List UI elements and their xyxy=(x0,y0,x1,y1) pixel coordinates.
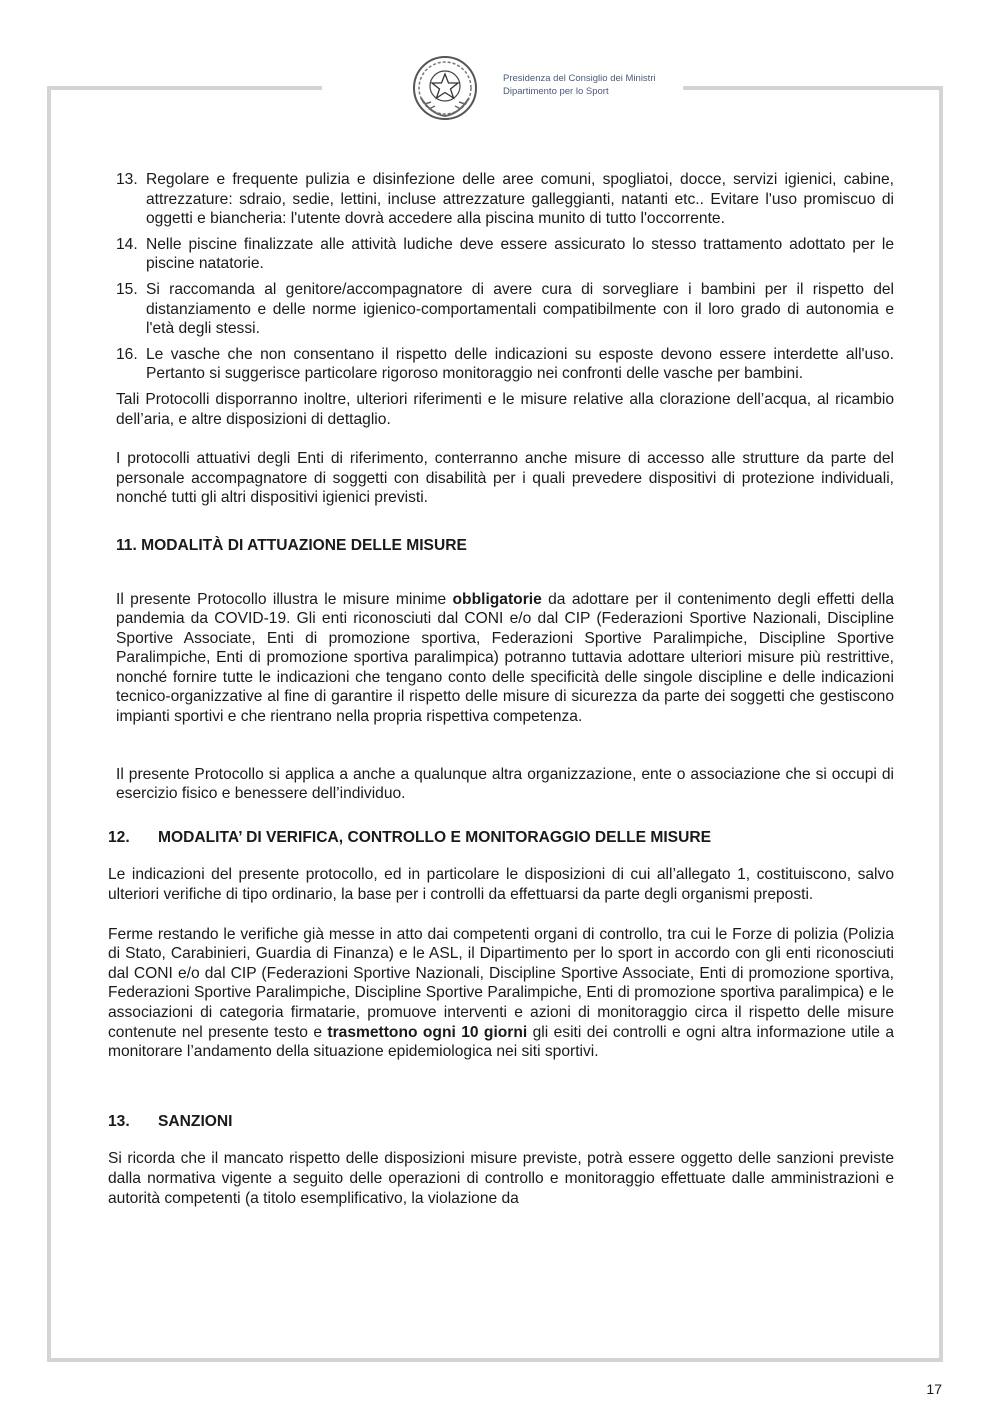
header xyxy=(503,72,656,98)
bold-text-run: obbligatorie xyxy=(452,590,542,608)
section-11-paragraph-2: Il presente Protocollo si applica a anche a qualunque altra organizzazione, ente o associazione che si occupi di esercizio fisico e benessere dell’individuo. xyxy=(116,765,894,803)
list-item-text: Nelle piscine finalizzate alle attività ludiche deve essere assicurato lo stesso trattamento adottato per le piscine natatorie. xyxy=(146,235,894,273)
header-line-1: Presidenza del Consiglio dei Ministri xyxy=(503,73,656,84)
section-11-paragraph-1 xyxy=(108,590,894,727)
paragraph-protocolli: I protocolli attuativi degli Enti di riferimento, conterranno anche misure di accesso alle strutture da parte del personale accompagnatore di soggetti con disabilità per i quali prevedere dispositivi di protezione individuali, nonché tutti gli altri dispositivi igienici previsti. xyxy=(116,450,894,507)
list-item-number: 13. xyxy=(116,171,138,188)
frame-bottom xyxy=(47,1358,943,1362)
list-item xyxy=(108,345,894,384)
frame-right xyxy=(939,86,943,1362)
list-item xyxy=(108,170,894,229)
list-item-text: Regolare e frequente pulizia e disinfezione delle aree comuni, spogliatoi, docce, servizi igienici, cabine, attrezzature: sdraio, sedie, lettini, incluse attrezzature galleggianti, natanti etc.. Evitare l'uso promiscuo di oggetti e biancheria: l'utente dovrà accedere alla piscina munito di tutto l'occorrente. xyxy=(146,171,894,228)
section-13-title: SANZIONI xyxy=(158,1112,233,1130)
italian-republic-emblem-icon xyxy=(411,54,479,122)
list-item-number: 14. xyxy=(116,235,138,253)
section-12-title: MODALITA’ DI VERIFICA, CONTROLLO E MONITORAGGIO DELLE MISURE xyxy=(158,828,712,846)
list-item-number: 16. xyxy=(116,345,138,363)
section-12-heading xyxy=(108,828,894,848)
section-13-heading xyxy=(108,1112,894,1132)
section-12-paragraph-1: Le indicazioni del presente protocollo, ed in particolare le disposizioni di cui all’allegato 1, costituiscono, salvo ulteriori verifiche di tipo ordinario, la base per i controlli da effettuarsi da parte degli organismi preposti. xyxy=(108,866,894,904)
section-11-heading: 11. MODALITÀ DI ATTUAZIONE DELLE MISURE xyxy=(116,536,467,554)
frame-left xyxy=(47,86,51,1362)
text-run: gli esiti dei controlli e ogni altra informazione utile a monitorare l’andamento della situazione epidemiologica nei siti sportivi. xyxy=(108,1023,894,1061)
text-run: Il presente Protocollo illustra le misure minime xyxy=(116,590,453,608)
section-12-number: 12. xyxy=(108,828,130,846)
header-line-2: Dipartimento per lo Sport xyxy=(503,86,609,97)
frame-top-left xyxy=(47,86,322,90)
list-item xyxy=(108,280,894,339)
list-item-text: Si raccomanda al genitore/accompagnatore di avere cura di sorvegliare i bambini per il rispetto del distanziamento e delle norme igienico-comportamentali compatibilmente con il loro grado di autonomia e l'età degli stessi. xyxy=(146,280,894,338)
section-13-paragraph-1: Si ricorda che il mancato rispetto delle disposizioni misure previste, potrà essere oggetto delle sanzioni previste dalla normativa vigente a seguito delle operazioni di controllo e monitoraggio effettuate dalle amministrazioni e autorità competenti (a titolo esemplificativo, la violazione da xyxy=(108,1150,894,1207)
text-run: da adottare per il contenimento degli effetti della pandemia da COVID-19. Gli enti riconosciuti dal CONI e/o dal CIP (Federazioni Sportive Nazionali, Discipline Sportive Associate, Enti di promozione sportiva, Federazioni Sportive Paralimpiche, Discipline Sportive Paralimpiche, Enti di promozione sportiva paralimpica) potranno tuttavia adottare ulteriori misure più restrittive, nonché fornire tutte le indicazioni che tengano conto delle specificità delle singole discipline e delle indicazioni tecnico-organizzative al fine di garantire il rispetto delle misure di sicurezza da parte dei soggetti che gestiscono impianti sportivi e che rientrano nella propria rispettiva competenza. xyxy=(116,590,894,726)
list-item xyxy=(108,235,894,274)
numbered-list xyxy=(108,170,894,384)
text-run: Ferme restando le verifiche già messe in atto dai competenti organi di controllo, tra cui le Forze di polizia (Polizia di Stato, Carabinieri, Guardia di Finanza) e le ASL, il Dipartimento per lo sport in accordo con gli enti riconosciuti dal CONI e/o dal CIP (Federazioni Sportive Nazionali, Discipline Sportive Associate, Enti di promozione sportiva, Federazioni Sportive Paralimpiche, Discipline Sportive Paralimpiche, Enti di promozione sportiva paralimpica) e le associazioni di categoria firmatarie, promuove interventi e azioni di monitoraggio circa il rispetto delle misure contenute nel presente testo e xyxy=(108,925,894,1041)
page-number: 17 xyxy=(926,1381,942,1397)
list-item-number: 15. xyxy=(116,280,138,298)
list-item-text: Le vasche che non consentano il rispetto delle indicazioni su esposte devono essere interdette all'uso. Pertanto si suggerisce particolare rigoroso monitoraggio nei confronti delle vasche per bambini. xyxy=(146,345,894,383)
bold-text-run: trasmettono ogni 10 giorni xyxy=(327,1023,528,1041)
section-12-paragraph-2 xyxy=(108,925,894,1062)
document-body xyxy=(108,170,894,1208)
paragraph-tali: Tali Protocolli disporranno inoltre, ulteriori riferimenti e le misure relative alla clorazione dell’acqua, al ricambio dell’aria, e altre disposizioni di dettaglio. xyxy=(116,390,894,428)
frame-top-right xyxy=(683,86,943,90)
section-13-number: 13. xyxy=(108,1112,130,1130)
